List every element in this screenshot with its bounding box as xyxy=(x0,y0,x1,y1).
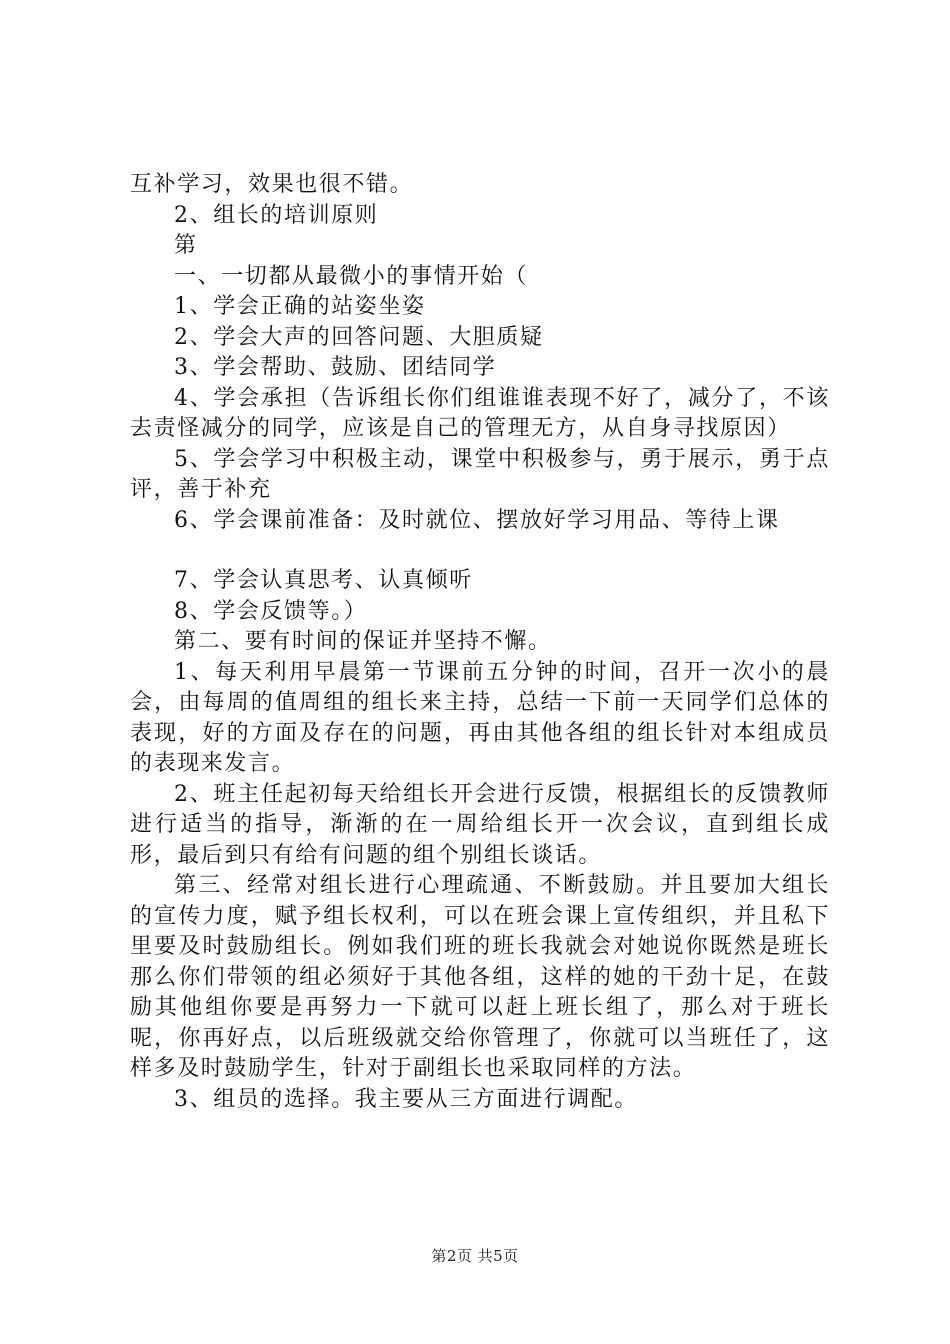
paragraph-3: 第 xyxy=(174,233,198,258)
paragraph-8: 4、学会承担（告诉组长你们组谁谁表现不好了，减分了，不该去责怪减分的同学，应该是自己的管理无方，从自身寻找原因） xyxy=(130,385,830,441)
paragraph-9: 5、学会学习中积极主动，课堂中积极参与，勇于展示，勇于点评，善于补充 xyxy=(130,446,830,502)
paragraph-17: 3、组员的选择。我主要从三方面进行调配。 xyxy=(174,1086,638,1112)
paragraph-5: 1、学会正确的站姿坐姿 xyxy=(174,294,426,319)
paragraph-7: 3、学会帮助、鼓励、团结同学 xyxy=(174,355,497,380)
paragraph-13: 第二、要有时间的保证并坚持不懈。 xyxy=(174,629,552,654)
paragraph-15: 2、班主任起初每天给组长开会进行反馈，根据组长的反馈教师进行适当的指导，渐渐的在一周给组长开一次会议，直到组长成形，最后到只有给有问题的组个别组长谈话。 xyxy=(130,781,830,868)
page-footer xyxy=(0,1245,950,1266)
page-number-label: 第2页 共5页 xyxy=(431,1247,519,1265)
paragraph-14: 1、每天利用早晨第一节课前五分钟的时间，召开一次小的晨会，由每周的值周组的组长来主持，总结一下前一天同学们总体的表现，好的方面及存在的问题，再由其他各组的组长针对本组成员的表现来发言。 xyxy=(130,659,830,776)
paragraph-4: 一、一切都从最微小的事情开始（ xyxy=(174,263,529,289)
document-body xyxy=(130,170,830,1115)
paragraph-11: 7、学会认真思考、认真倾听 xyxy=(174,568,473,593)
paragraph-6: 2、学会大声的回答问题、大胆质疑 xyxy=(174,324,544,350)
paragraph-16: 第三、经常对组长进行心理疏通、不断鼓励。并且要加大组长的宣传力度，赋予组长权利，可以在班会课上宣传组织，并且私下里要及时鼓励组长。例如我们班的班长我就会对她说你既然是班长那么你们带领的组必须好于其他各组，这样的她的干劲十足，在鼓励其他组你要是再努力一下就可以赶上班长组了，那么对于班长呢，你再好点，以后班级就交给你管理了，你就可以当班任了，这样多及时鼓励学生，针对于副组长也采取同样的方法。 xyxy=(130,873,830,1081)
paragraph-1: 互补学习，效果也很不错。 xyxy=(130,172,414,197)
paragraph-10: 6、学会课前准备：及时就位、摆放好学习用品、等待上课 xyxy=(174,507,780,533)
paragraph-2: 2、组长的培训原则 xyxy=(174,202,379,228)
paragraph-12: 8、学会反馈等。） xyxy=(174,598,368,624)
